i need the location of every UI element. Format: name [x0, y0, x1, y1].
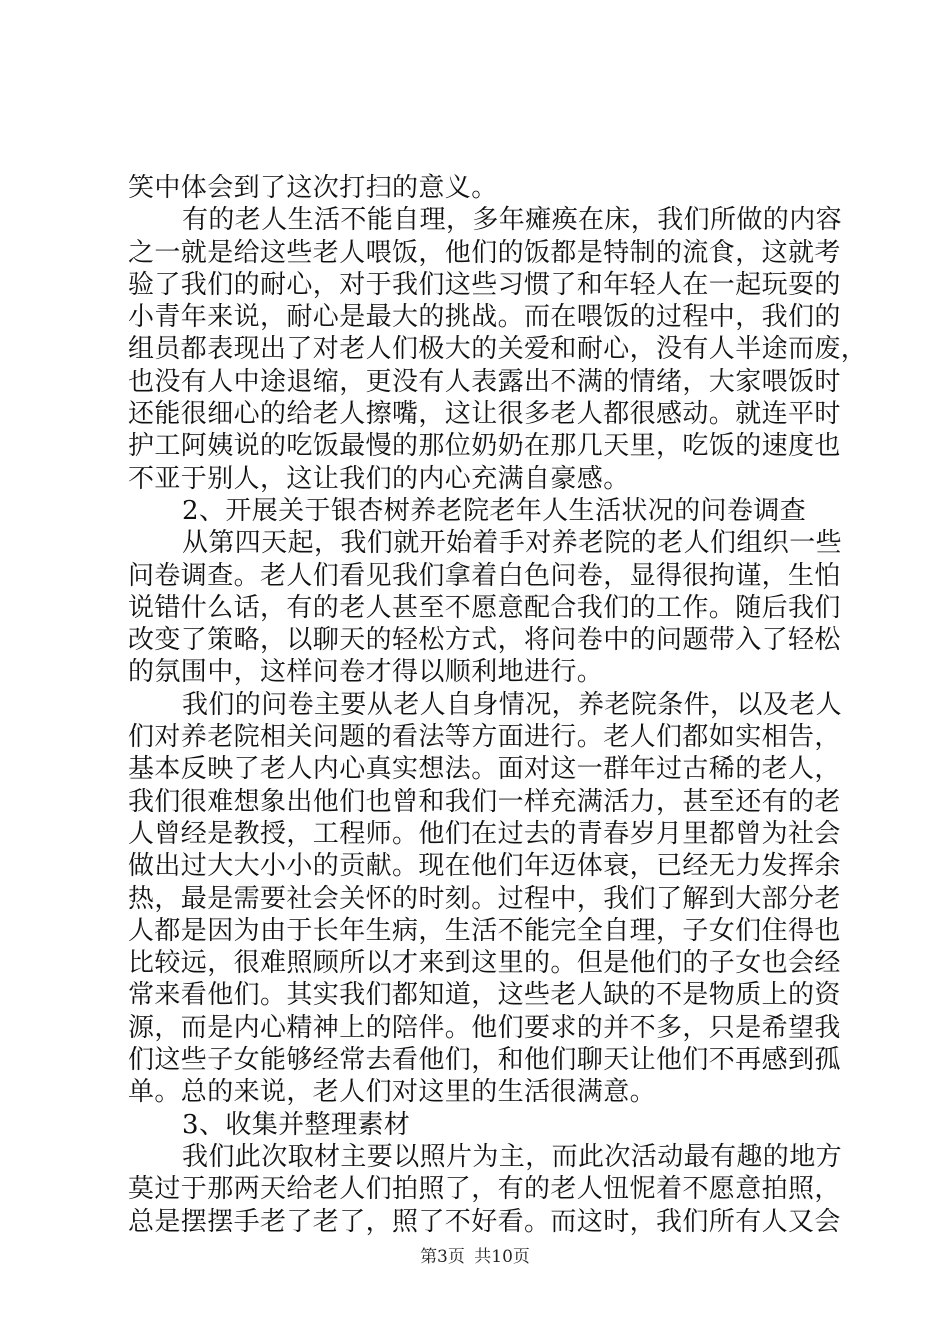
text-line: 单。总的来说，老人们对这里的生活很满意。	[128, 1077, 657, 1108]
text-line: 们这些子女能够经常去看他们，和他们聊天让他们不再感到孤	[128, 1045, 841, 1076]
text-line: 总是摆摆手老了老了，照了不好看。而这时，我们所有人又会	[128, 1206, 841, 1237]
text-line: 改变了策略，以聊天的轻松方式，将问卷中的问题带入了轻松	[128, 625, 841, 656]
text-line: 说错什么话，有的老人甚至不愿意配合我们的工作。随后我们	[128, 592, 841, 623]
text-line: 我们的问卷主要从老人自身情况，养老院条件，以及老人	[182, 689, 843, 720]
page-total: 共10页	[474, 1247, 530, 1267]
text-line: 源，而是内心精神上的陪伴。他们要求的并不多，只是希望我	[128, 1012, 841, 1043]
text-line: 笑中体会到了这次打扫的意义。	[128, 173, 498, 203]
text-line: 组员都表现出了对老人们极大的关爱和耐心，没有人半途而废，	[128, 334, 868, 365]
text-line: 也没有人中途退缩，更没有人表露出不满的情绪，大家喂饭时	[128, 366, 841, 397]
text-line: 问卷调查。老人们看见我们拿着白色问卷，显得很拘谨，生怕	[128, 560, 841, 591]
text-line: 还能很细心的给老人擦嘴，这让很多老人都很感动。就连平时	[128, 399, 841, 430]
document-body	[128, 172, 868, 1238]
page-number: 第3页	[420, 1247, 465, 1267]
text-line: 常来看他们。其实我们都知道，这些老人缺的不是物质上的资	[128, 980, 841, 1011]
text-line: 们对养老院相关问题的看法等方面进行。老人们都如实相告，	[128, 722, 841, 753]
text-line: 之一就是给这些老人喂饭，他们的饭都是特制的流食，这就考	[128, 237, 841, 268]
text-line: 人都是因为由于长年生病，生活不能完全自理，子女们住得也	[128, 915, 841, 946]
text-line: 基本反映了老人内心真实想法。面对这一群年过古稀的老人，	[128, 754, 841, 785]
text-line: 热，最是需要社会关怀的时刻。过程中，我们了解到大部分老	[128, 883, 841, 914]
text-line: 2、开展关于银杏树养老院老年人生活状况的问卷调查	[182, 495, 807, 526]
text-line: 小青年来说，耐心是最大的挑战。而在喂饭的过程中，我们的	[128, 302, 841, 333]
text-line: 验了我们的耐心，对于我们这些习惯了和年轻人在一起玩耍的	[128, 269, 841, 300]
text-line: 我们很难想象出他们也曾和我们一样充满活力，甚至还有的老	[128, 786, 841, 817]
text-line: 不亚于别人，这让我们的内心充满自豪感。	[128, 463, 630, 494]
text-line: 人曾经是教授，工程师。他们在过去的青春岁月里都曾为社会	[128, 818, 841, 849]
text-line: 有的老人生活不能自理，多年瘫痪在床，我们所做的内容	[182, 205, 843, 236]
text-line: 我们此次取材主要以照片为主，而此次活动最有趣的地方	[182, 1141, 843, 1172]
text-line: 比较远，很难照顾所以才来到这里的。但是他们的子女也会经	[128, 948, 841, 979]
text-line: 的氛围中，这样问卷才得以顺利地进行。	[128, 657, 604, 688]
text-line: 从第四天起，我们就开始着手对养老院的老人们组织一些	[182, 528, 843, 559]
text-line: 莫过于那两天给老人们拍照了，有的老人忸怩着不愿意拍照，	[128, 1174, 841, 1205]
text-line: 3、收集并整理素材	[182, 1109, 411, 1140]
text-line: 做出过大大小小的贡献。现在他们年迈体衰，已经无力发挥余	[128, 851, 841, 882]
page-footer	[0, 1242, 950, 1267]
text-line: 护工阿姨说的吃饭最慢的那位奶奶在那几天里，吃饭的速度也	[128, 431, 841, 462]
